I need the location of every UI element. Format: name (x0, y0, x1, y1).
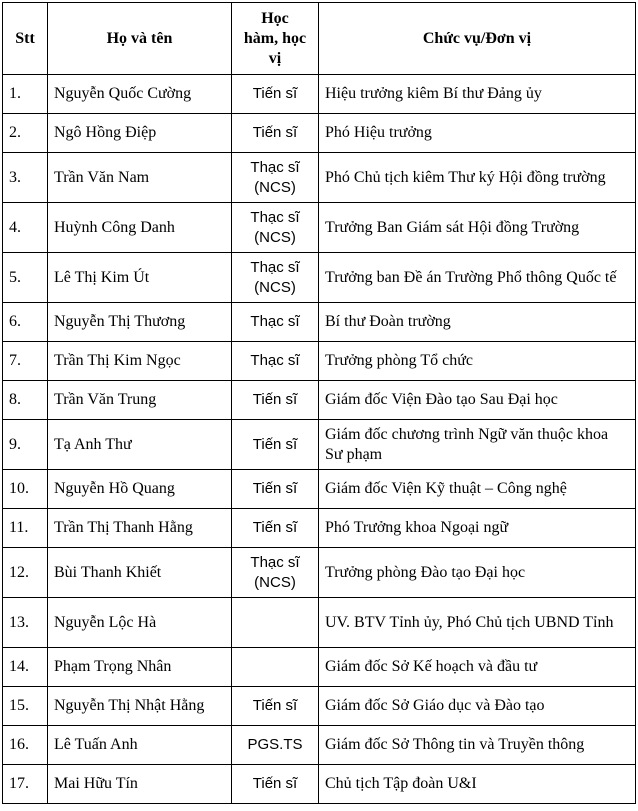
table-row (3, 509, 636, 548)
row-degree (232, 548, 319, 598)
header-degree-line3: vị (268, 49, 282, 67)
row-degree (232, 509, 319, 548)
table-row (3, 687, 636, 726)
header-degree (232, 3, 319, 75)
row-degree-line: (NCS) (254, 178, 296, 196)
row-name: Trần Thị Kim Ngọc (48, 342, 232, 381)
row-position: Giám đốc Sở Giáo dục và Đào tạo (319, 687, 636, 726)
row-name: Lê Thị Kim Út (48, 253, 232, 303)
row-name: Tạ Anh Thư (48, 420, 232, 470)
row-degree-line: (NCS) (254, 278, 296, 296)
row-stt: 12. (3, 548, 48, 598)
row-stt: 14. (3, 648, 48, 687)
table-row (3, 153, 636, 203)
row-position: Giám đốc Sở Thông tin và Truyền thông (319, 726, 636, 765)
row-name: Nguyễn Quốc Cường (48, 75, 232, 114)
table-row (3, 75, 636, 114)
row-degree (232, 648, 319, 687)
row-stt: 11. (3, 509, 48, 548)
row-position: Trưởng Ban Giám sát Hội đồng Trường (319, 203, 636, 253)
table-row (3, 548, 636, 598)
row-degree-line: (NCS) (254, 573, 296, 591)
row-degree-line: Tiến sĩ (252, 85, 298, 102)
row-position: Giám đốc Viện Đào tạo Sau Đại học (319, 381, 636, 420)
row-degree-line: Tiến sĩ (252, 124, 298, 141)
row-name: Trần Văn Nam (48, 153, 232, 203)
table-row (3, 648, 636, 687)
row-stt: 9. (3, 420, 48, 470)
row-degree-line: Tiến sĩ (252, 391, 298, 408)
row-degree (232, 342, 319, 381)
row-position: UV. BTV Tỉnh ủy, Phó Chủ tịch UBND Tỉnh (319, 598, 636, 648)
table-row (3, 420, 636, 470)
row-degree-line: Tiến sĩ (252, 480, 298, 497)
header-degree-line2: hàm, học (243, 29, 307, 47)
row-stt: 2. (3, 114, 48, 153)
row-degree-line: Tiến sĩ (252, 519, 298, 536)
table-row (3, 765, 636, 804)
row-position: Giám đốc chương trình Ngữ văn thuộc khoa Sư phạm (319, 420, 636, 470)
row-stt: 5. (3, 253, 48, 303)
row-name: Nguyễn Thị Nhật Hằng (48, 687, 232, 726)
row-degree-line: Thạc sĩ (250, 313, 300, 330)
row-degree-line: Thạc sĩ (250, 553, 300, 571)
table-row (3, 203, 636, 253)
row-stt: 6. (3, 303, 48, 342)
header-stt: Stt (3, 3, 48, 75)
row-name: Nguyễn Thị Thương (48, 303, 232, 342)
header-position: Chức vụ/Đơn vị (319, 3, 636, 75)
row-name: Phạm Trọng Nhân (48, 648, 232, 687)
row-position: Trưởng phòng Đào tạo Đại học (319, 548, 636, 598)
row-degree (232, 114, 319, 153)
row-degree (232, 687, 319, 726)
row-degree (232, 420, 319, 470)
row-name: Lê Tuấn Anh (48, 726, 232, 765)
row-degree (232, 470, 319, 509)
table-row (3, 114, 636, 153)
row-stt: 3. (3, 153, 48, 203)
row-position: Hiệu trưởng kiêm Bí thư Đảng ủy (319, 75, 636, 114)
row-stt: 17. (3, 765, 48, 804)
row-degree-line: Thạc sĩ (250, 208, 300, 226)
header-name: Họ và tên (48, 3, 232, 75)
table-row (3, 726, 636, 765)
row-degree (232, 253, 319, 303)
row-name: Mai Hữu Tín (48, 765, 232, 804)
row-degree (232, 765, 319, 804)
row-degree-line: Tiến sĩ (252, 775, 298, 792)
row-position: Giám đốc Viện Kỹ thuật – Công nghệ (319, 470, 636, 509)
row-stt: 10. (3, 470, 48, 509)
row-degree (232, 381, 319, 420)
row-degree-line: (NCS) (254, 228, 296, 246)
table-row (3, 598, 636, 648)
row-degree-line: Tiến sĩ (252, 435, 298, 453)
row-position: Trưởng ban Đề án Trường Phổ thông Quốc tế (319, 253, 636, 303)
row-name: Trần Văn Trung (48, 381, 232, 420)
row-name: Huỳnh Công Danh (48, 203, 232, 253)
row-degree-line: Tiến sĩ (252, 697, 298, 714)
row-stt: 1. (3, 75, 48, 114)
table-body (3, 75, 636, 804)
table-row (3, 253, 636, 303)
row-degree (232, 153, 319, 203)
row-stt: 16. (3, 726, 48, 765)
row-degree (232, 75, 319, 114)
row-name: Trần Thị Thanh Hằng (48, 509, 232, 548)
row-stt: 7. (3, 342, 48, 381)
row-name: Bùi Thanh Khiết (48, 548, 232, 598)
row-degree-line: PGS.TS (247, 736, 303, 753)
header-degree-line1: Học (261, 9, 289, 27)
row-name: Ngô Hồng Điệp (48, 114, 232, 153)
header-row (3, 3, 636, 75)
row-degree (232, 598, 319, 648)
row-degree-line: Thạc sĩ (250, 258, 300, 276)
row-position: Bí thư Đoàn trường (319, 303, 636, 342)
row-position: Chủ tịch Tập đoàn U&I (319, 765, 636, 804)
row-position: Giám đốc Sở Kế hoạch và đầu tư (319, 648, 636, 687)
table-row (3, 381, 636, 420)
members-table (2, 2, 636, 804)
row-stt: 15. (3, 687, 48, 726)
row-degree (232, 203, 319, 253)
row-stt: 4. (3, 203, 48, 253)
row-position: Trưởng phòng Tổ chức (319, 342, 636, 381)
row-degree (232, 726, 319, 765)
row-degree (232, 303, 319, 342)
table-row (3, 342, 636, 381)
row-degree-line: Thạc sĩ (250, 158, 300, 176)
row-position: Phó Hiệu trưởng (319, 114, 636, 153)
row-degree-line: Thạc sĩ (250, 352, 300, 369)
row-position: Phó Chủ tịch kiêm Thư ký Hội đồng trường (319, 153, 636, 203)
row-name: Nguyễn Lộc Hà (48, 598, 232, 648)
table-row (3, 303, 636, 342)
row-stt: 8. (3, 381, 48, 420)
table-row (3, 470, 636, 509)
row-position: Phó Trưởng khoa Ngoại ngữ (319, 509, 636, 548)
row-stt: 13. (3, 598, 48, 648)
row-name: Nguyễn Hồ Quang (48, 470, 232, 509)
